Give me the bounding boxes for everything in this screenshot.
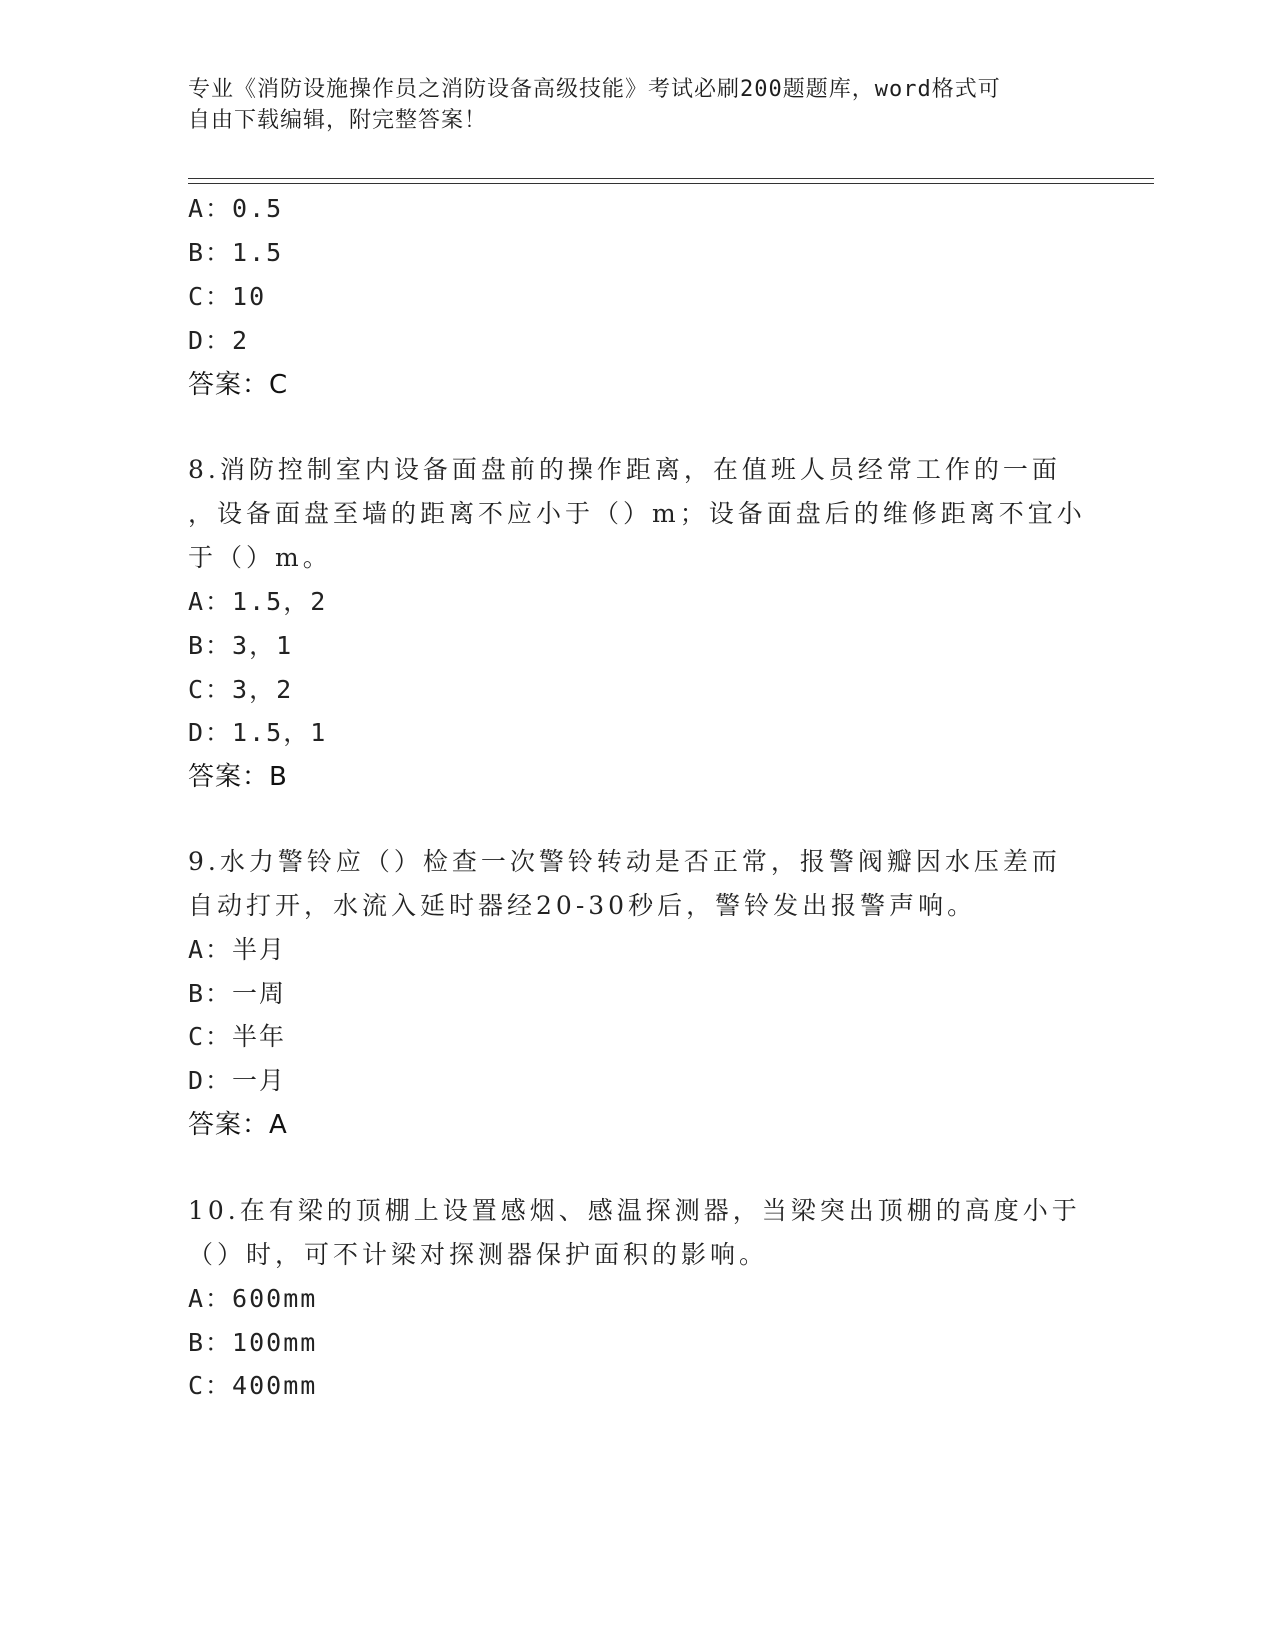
header-line-1: 专业《消防设施操作员之消防设备高级技能》考试必刷200题题库，word格式可 xyxy=(188,77,1001,102)
q7-option-d: D：2 xyxy=(188,326,250,355)
q10-text-line-2: （）时，可不计梁对探测器保护面积的影响。 xyxy=(188,1240,769,1269)
q8-text-line-1: 8.消防控制室内设备面盘前的操作距离，在值班人员经常工作的一面 xyxy=(188,455,1061,484)
q10-option-a: A：600mm xyxy=(188,1284,318,1313)
document-header xyxy=(188,74,1068,136)
q9-option-d: D：一月 xyxy=(188,1066,287,1095)
q7-option-b: B：1.5 xyxy=(188,238,284,267)
q7-answer: 答案：C xyxy=(188,370,289,400)
q9-text-line-1: 9.水力警铃应（）检查一次警铃转动是否正常，报警阀瓣因水压差而 xyxy=(188,847,1061,876)
q8-option-d: D：1.5，1 xyxy=(188,718,328,747)
q9-option-b: B：一周 xyxy=(188,979,287,1008)
q9-option-a: A：半月 xyxy=(188,935,287,964)
q7-option-a: A：0.5 xyxy=(188,194,284,223)
q9-answer: 答案：A xyxy=(188,1110,288,1140)
q9-option-c: C：半年 xyxy=(188,1022,287,1051)
q8-option-a: A：1.5，2 xyxy=(188,587,328,616)
header-divider-top xyxy=(188,178,1154,179)
q10-option-c: C：400mm xyxy=(188,1371,318,1400)
q8-option-b: B：3，1 xyxy=(188,631,294,660)
q9-text-line-2: 自动打开，水流入延时器经20-30秒后，警铃发出报警声响。 xyxy=(188,891,977,920)
q8-option-c: C：3，2 xyxy=(188,675,294,704)
q7-option-c: C：10 xyxy=(188,282,267,311)
q10-option-b: B：100mm xyxy=(188,1328,318,1357)
q8-answer: 答案：B xyxy=(188,762,288,792)
q10-text-line-1: 10.在有梁的顶棚上设置感烟、感温探测器，当梁突出顶棚的高度小于 xyxy=(188,1196,1081,1225)
q8-text-line-3: 于（）m。 xyxy=(188,543,332,572)
header-line-2: 自由下载编辑，附完整答案！ xyxy=(188,108,488,133)
q8-text-line-2: ，设备面盘至墙的距离不应小于（）m；设备面盘后的维修距离不宜小 xyxy=(188,499,1086,528)
header-divider-bottom xyxy=(188,183,1154,184)
